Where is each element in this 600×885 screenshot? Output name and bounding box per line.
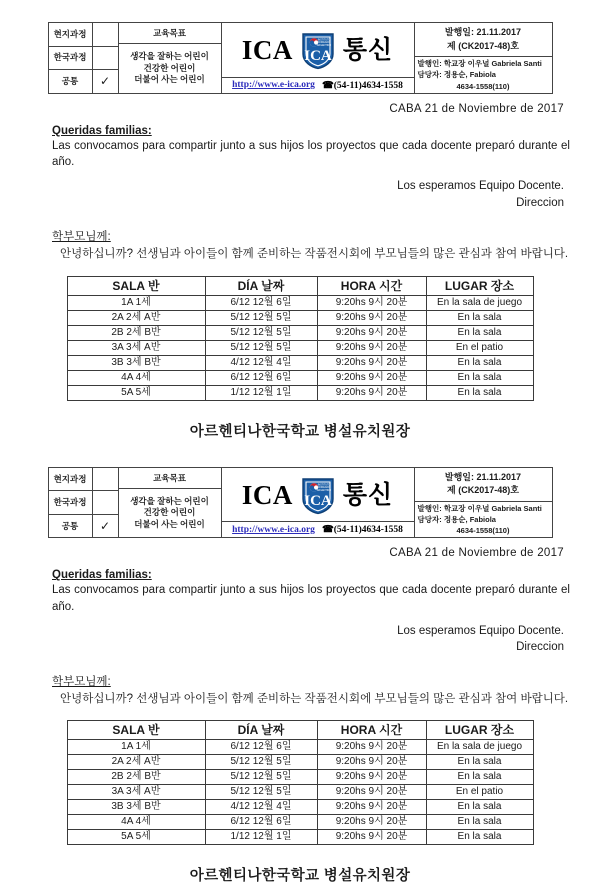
- table-row: [67, 815, 533, 830]
- cell-dia: 4/12 12월 4일: [205, 355, 317, 370]
- signature-line-1: Los esperamos Equipo Docente.: [397, 180, 564, 193]
- curriculum-row-local: [49, 468, 118, 492]
- table-row: [67, 325, 533, 340]
- cell-lugar: En la sala: [426, 755, 533, 770]
- education-goal-list: [119, 44, 221, 93]
- closing-signature: 아르헨티나한국학교 병설유치원장: [189, 423, 411, 440]
- curriculum-label-korean: [49, 47, 93, 70]
- cell-sala: 3B 3세 B반: [67, 355, 205, 370]
- table-header-row: [67, 276, 533, 295]
- cell-sala: 3B 3세 B반: [67, 800, 205, 815]
- cell-sala: 3A 3세 A반: [67, 785, 205, 800]
- education-goal-box: [119, 23, 222, 93]
- publisher-line: 발행인: 학교장 이우널 Gabriela Santi: [417, 503, 542, 513]
- issue-info-box: [415, 468, 552, 538]
- schedule-table: [67, 720, 534, 845]
- issue-number: 제 (CK2017-48)호: [447, 485, 519, 496]
- svg-text:ARGENTINO: ARGENTINO: [316, 43, 331, 47]
- korean-salutation: 학부모님께:: [52, 231, 111, 244]
- label-line-1: 한국: [53, 497, 70, 508]
- curriculum-row-korean: [49, 491, 118, 515]
- table-row: [67, 385, 533, 400]
- column-header-dia: DÍA 날짜: [205, 721, 317, 740]
- cell-hora: 9:20hs 9시 20분: [317, 785, 426, 800]
- signature-line-2: Direccion: [516, 196, 564, 209]
- brand-wordmark-korean: 통신: [342, 36, 394, 65]
- staff-meta: [415, 57, 552, 93]
- korean-paragraph: 안녕하십니까? 선생님과 아이들이 함께 준비하는 작품전시회에 부모님들의 많은 관심과 참여 바랍니다.: [60, 248, 569, 261]
- cell-hora: 9:20hs 9시 20분: [317, 740, 426, 755]
- letter-signature: [0, 623, 564, 656]
- label-line-2: 과정: [70, 52, 87, 63]
- table-header-row: [67, 721, 533, 740]
- svg-text:ICA: ICA: [304, 492, 332, 509]
- korean-paragraph: 안녕하십니까? 선생님과 아이들이 함께 준비하는 작품전시회에 부모님들의 많은 관심과 참여 바랍니다.: [60, 693, 569, 706]
- cell-dia: 5/12 12월 5일: [205, 755, 317, 770]
- table-row: [67, 740, 533, 755]
- cell-lugar: En la sala: [426, 325, 533, 340]
- table-row: [67, 755, 533, 770]
- brand-row: [222, 468, 414, 522]
- label-line-2: 과정: [70, 473, 87, 484]
- education-goal-title: 교육목표: [119, 468, 221, 489]
- phone-extension-line: 4634-1558(110): [456, 81, 510, 91]
- curriculum-check-korean[interactable]: [93, 491, 118, 514]
- cell-lugar: En la sala: [426, 830, 533, 845]
- issue-date: 발행일: 21.11.2017: [444, 472, 522, 483]
- contact-row: [222, 521, 414, 537]
- letter-signature: [0, 178, 564, 211]
- table-row: [67, 370, 533, 385]
- cell-sala: 5A 5세: [67, 830, 205, 845]
- education-goal-title: 교육목표: [119, 23, 221, 44]
- cell-dia: 4/12 12월 4일: [205, 800, 317, 815]
- brand-wordmark-korean: 통신: [342, 481, 394, 510]
- curriculum-check-common[interactable]: ✓: [99, 519, 111, 534]
- cell-sala: 3A 3세 A반: [67, 340, 205, 355]
- label-line-1: 현지: [53, 473, 70, 484]
- staff-meta: [415, 502, 552, 538]
- goal-line-1: 생각을 잘하는 어린이: [130, 495, 209, 506]
- issue-info-box: [415, 23, 552, 93]
- table-row: [67, 340, 533, 355]
- publisher-line: 발행인: 학교장 이우널 Gabriela Santi: [417, 59, 542, 68]
- cell-dia: 5/12 12월 5일: [205, 340, 317, 355]
- column-header-lugar: LUGAR 장소: [426, 721, 533, 740]
- cell-hora: 9:20hs 9시 20분: [317, 800, 426, 815]
- table-row: [67, 310, 533, 325]
- curriculum-label-local: [49, 468, 93, 491]
- goal-line-3: 더불어 사는 어린이: [134, 518, 205, 529]
- brand-box: [222, 468, 415, 538]
- letter-salutation: Queridas familias:: [52, 124, 152, 137]
- cell-sala: 2A 2세 A반: [67, 310, 205, 325]
- brand-row: [222, 23, 414, 77]
- column-header-lugar: LUGAR 장소: [426, 276, 533, 295]
- column-header-hora: HORA 시간: [317, 721, 426, 740]
- issue-meta: [415, 23, 552, 57]
- cell-dia: 1/12 12월 1일: [205, 385, 317, 400]
- cell-dia: 6/12 12월 6일: [205, 740, 317, 755]
- ica-school-shield-logo: [301, 32, 335, 70]
- cell-sala: 2B 2세 B반: [67, 770, 205, 785]
- cell-lugar: En la sala: [426, 355, 533, 370]
- cell-dia: 6/12 12월 6일: [205, 370, 317, 385]
- brand-wordmark-ica: ICA: [241, 35, 293, 66]
- website-url-link[interactable]: http://www.e-ica.org: [232, 80, 315, 91]
- cell-dia: 1/12 12월 1일: [205, 830, 317, 845]
- masthead: [48, 22, 553, 94]
- svg-text:COREANO: COREANO: [317, 485, 330, 489]
- cell-lugar: En la sala: [426, 370, 533, 385]
- label-line-1: 한국: [53, 52, 70, 63]
- cell-dia: 5/12 12월 5일: [205, 785, 317, 800]
- column-header-sala: SALA 반: [67, 276, 205, 295]
- cell-lugar: En la sala de juego: [426, 740, 533, 755]
- svg-text:ICA: ICA: [304, 47, 332, 64]
- svg-text:INSTITUTO: INSTITUTO: [317, 482, 331, 486]
- cell-lugar: En la sala de juego: [426, 295, 533, 310]
- notice-copy-2: [0, 467, 600, 885]
- closing-signature: 아르헨티나한국학교 병설유치원장: [189, 868, 411, 885]
- website-url-link[interactable]: http://www.e-ica.org: [232, 524, 315, 535]
- cell-sala: 5A 5세: [67, 385, 205, 400]
- curriculum-checklist: [49, 23, 119, 93]
- phone-extension-line: 4634-1558(110): [456, 526, 510, 536]
- curriculum-checklist: [49, 468, 119, 538]
- letter-salutation: Queridas familias:: [52, 569, 152, 582]
- schedule-table: [67, 276, 534, 401]
- column-header-dia: DÍA 날짜: [205, 276, 317, 295]
- label-line-1: 현지: [53, 28, 70, 39]
- cell-sala: 1A 1세: [67, 295, 205, 310]
- cell-sala: 4A 4세: [67, 815, 205, 830]
- table-row: [67, 355, 533, 370]
- curriculum-label-common: 공통: [49, 70, 93, 93]
- letter-date: CABA 21 de Noviembre de 2017: [389, 547, 564, 560]
- schedule-table-wrapper: [0, 276, 600, 401]
- cell-hora: 9:20hs 9시 20분: [317, 295, 426, 310]
- letter-paragraph: Las convocamos para compartir junto a sus hijos los proyectos que cada docente preparó durante el año.: [52, 584, 570, 614]
- table-row: [67, 770, 533, 785]
- curriculum-row-common: [49, 515, 118, 538]
- table-row: [67, 800, 533, 815]
- cell-lugar: En la sala: [426, 385, 533, 400]
- cell-dia: 5/12 12월 5일: [205, 310, 317, 325]
- goal-line-2: 건강한 어린이: [143, 507, 196, 518]
- in-charge-line: 담당자: 정용순, Fabiola: [417, 514, 496, 524]
- curriculum-check-local[interactable]: [93, 468, 118, 491]
- education-goal-box: [119, 468, 222, 538]
- letter-date: CABA 21 de Noviembre de 2017: [389, 102, 564, 115]
- curriculum-row-korean: [49, 47, 118, 71]
- brand-wordmark-ica: ICA: [241, 480, 293, 511]
- ica-school-shield-logo: [301, 477, 335, 515]
- schedule-table-wrapper: [0, 720, 600, 845]
- cell-lugar: En el patio: [426, 340, 533, 355]
- signature-line-2: Direccion: [516, 641, 564, 654]
- cell-lugar: En el patio: [426, 785, 533, 800]
- education-goal-list: [119, 489, 221, 538]
- telephone-text: ☎(54-11)4634-1558: [321, 80, 403, 91]
- contact-row: [222, 77, 414, 93]
- cell-hora: 9:20hs 9시 20분: [317, 310, 426, 325]
- cell-lugar: En la sala: [426, 815, 533, 830]
- goal-line-3: 더불어 사는 어린이: [134, 74, 205, 85]
- issue-date: 발행일: 21.11.2017: [444, 27, 522, 38]
- letter-paragraph: Las convocamos para compartir junto a sus hijos los proyectos que cada docente preparó durante el año.: [52, 139, 570, 169]
- cell-hora: 9:20hs 9시 20분: [317, 325, 426, 340]
- svg-text:COREANO: COREANO: [317, 41, 330, 45]
- svg-text:ARGENTINO: ARGENTINO: [316, 488, 331, 492]
- column-header-hora: HORA 시간: [317, 276, 426, 295]
- label-line-2: 과정: [70, 497, 87, 508]
- cell-hora: 9:20hs 9시 20분: [317, 755, 426, 770]
- schedule-table-body: [67, 295, 533, 400]
- cell-dia: 6/12 12월 6일: [205, 295, 317, 310]
- telephone-text: ☎(54-11)4634-1558: [321, 525, 403, 536]
- in-charge-line: 담당자: 정용순, Fabiola: [417, 70, 496, 80]
- notice-copy-1: [0, 0, 600, 441]
- curriculum-label-common: 공통: [49, 515, 93, 538]
- korean-salutation: 학부모님께:: [52, 676, 111, 689]
- masthead: [48, 467, 553, 539]
- schedule-table-body: [67, 740, 533, 845]
- cell-sala: 2B 2세 B반: [67, 325, 205, 340]
- goal-line-2: 건강한 어린이: [143, 62, 196, 73]
- cell-sala: 4A 4세: [67, 370, 205, 385]
- cell-sala: 1A 1세: [67, 740, 205, 755]
- cell-dia: 5/12 12월 5일: [205, 325, 317, 340]
- curriculum-label-korean: [49, 491, 93, 514]
- table-row: [67, 785, 533, 800]
- cell-sala: 2A 2세 A반: [67, 755, 205, 770]
- issue-meta: [415, 468, 552, 502]
- cell-lugar: En la sala: [426, 310, 533, 325]
- table-row: [67, 295, 533, 310]
- cell-hora: 9:20hs 9시 20분: [317, 370, 426, 385]
- cell-lugar: En la sala: [426, 800, 533, 815]
- cell-dia: 5/12 12월 5일: [205, 770, 317, 785]
- signature-line-1: Los esperamos Equipo Docente.: [397, 624, 564, 637]
- curriculum-row-local: [49, 23, 118, 47]
- cell-lugar: En la sala: [426, 770, 533, 785]
- label-line-2: 과정: [70, 28, 87, 39]
- goal-line-1: 생각을 잘하는 어린이: [130, 51, 209, 62]
- cell-hora: 9:20hs 9시 20분: [317, 385, 426, 400]
- cell-hora: 9:20hs 9시 20분: [317, 815, 426, 830]
- table-row: [67, 830, 533, 845]
- copy-separator: [0, 441, 600, 467]
- cell-hora: 9:20hs 9시 20분: [317, 355, 426, 370]
- brand-box: [222, 23, 415, 93]
- issue-number: 제 (CK2017-48)호: [447, 40, 519, 51]
- svg-text:INSTITUTO: INSTITUTO: [317, 38, 331, 42]
- curriculum-row-common: [49, 70, 118, 93]
- cell-dia: 6/12 12월 6일: [205, 815, 317, 830]
- cell-hora: 9:20hs 9시 20분: [317, 830, 426, 845]
- cell-hora: 9:20hs 9시 20분: [317, 340, 426, 355]
- cell-hora: 9:20hs 9시 20분: [317, 770, 426, 785]
- column-header-sala: SALA 반: [67, 721, 205, 740]
- curriculum-check-common[interactable]: ✓: [99, 74, 111, 89]
- curriculum-check-local[interactable]: [93, 23, 118, 46]
- curriculum-check-korean[interactable]: [93, 47, 118, 70]
- curriculum-label-local: [49, 23, 93, 46]
